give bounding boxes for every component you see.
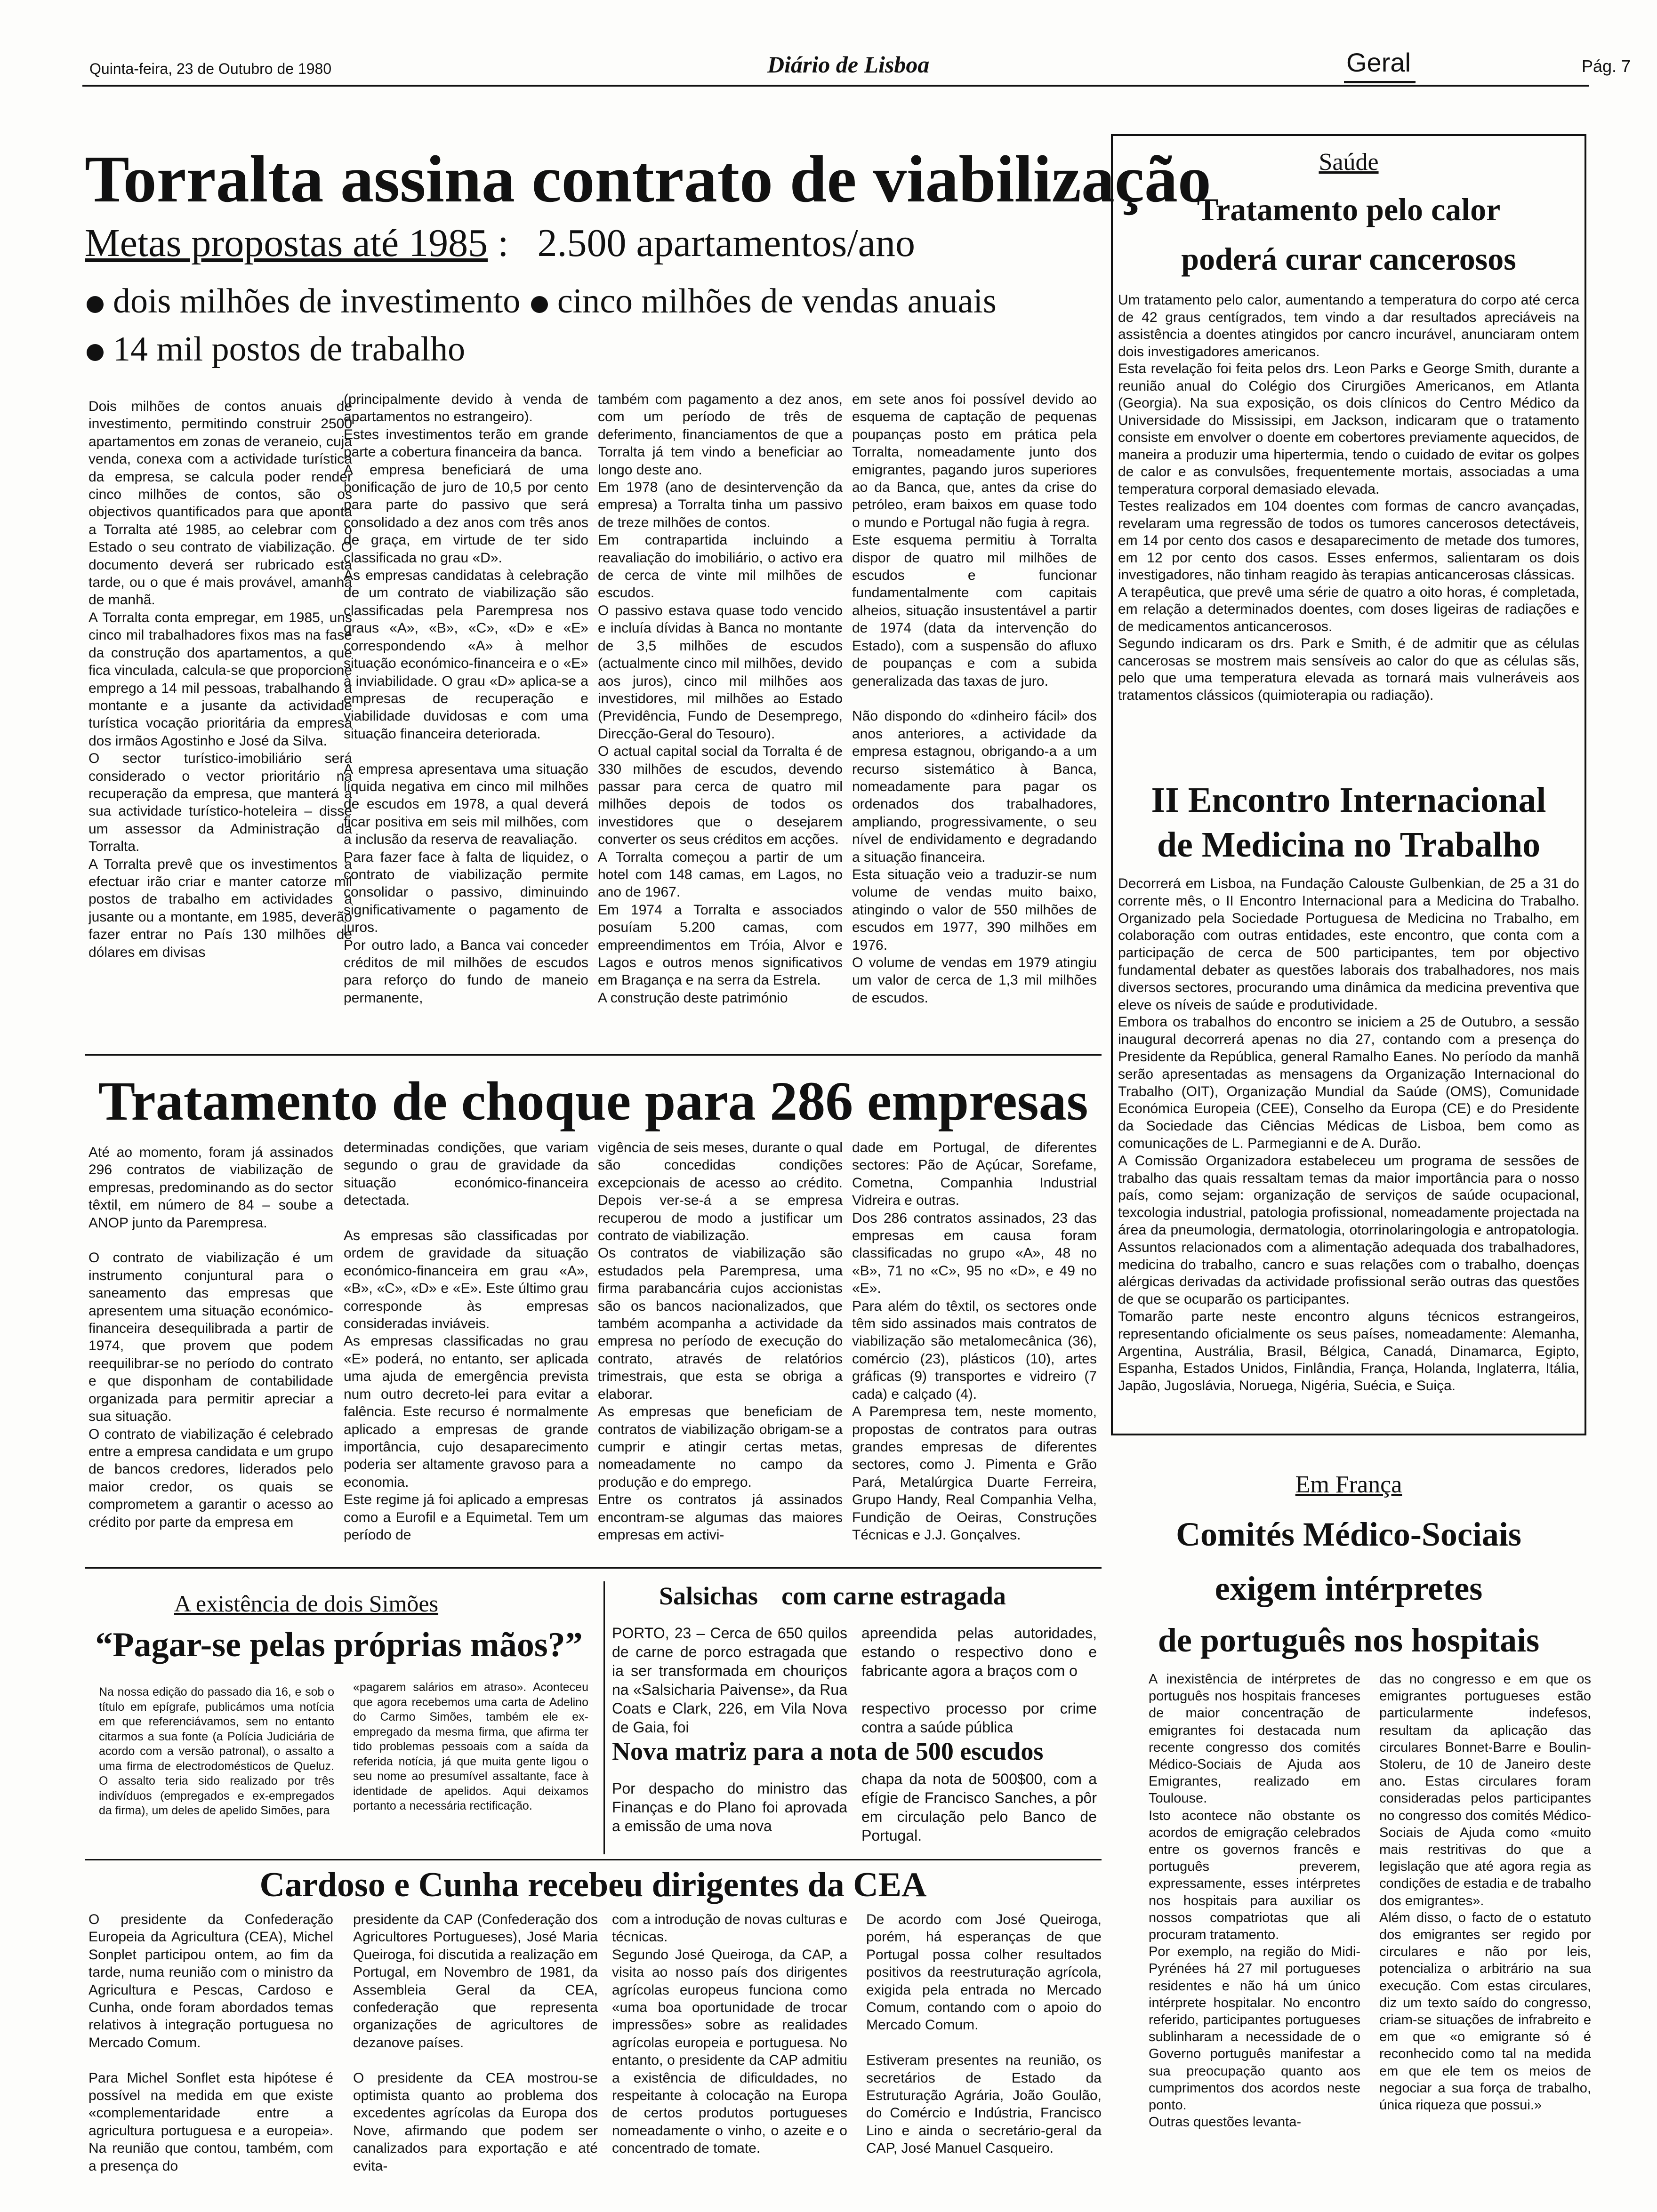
masthead: Diário de Lisboa (767, 51, 930, 78)
matriz-col1: Por despacho do ministro das Finanças e do Plano foi aprovada a emissão de uma nova (612, 1780, 847, 1835)
section-underline (1344, 81, 1416, 83)
simoes-col1: Na nossa edição do passado dia 16, e sob o título em epígrafe, publicámos uma notícia em que referenciávamos, sem no entanto citarmos a sua fonte (a Polícia Judiciária de acordo com a versão patronal), o assalto a uma firma de electrodomésticos de Queluz. O assalto teria sido realizado por três indivíduos (empregados e ex-empregados da firma), um deles de apelido Simões, para (99, 1685, 334, 1817)
metas-colon: : (498, 221, 509, 265)
salsichas-headline-a: Salsichas (659, 1582, 758, 1610)
page-number: Pág. 7 (1582, 56, 1631, 76)
bullet-dot-icon (87, 344, 104, 361)
torralta-col3: também com pagamento a dez anos, com um período de três de deferimento, financiamentos de que a Torralta já tem vindo a beneficiar ao longo deste ano. Em 1978 (ano de desintervenção da empresa) a Torralta tinha um passivo de treze milhões de contos. Em contrapartida incluindo a reavaliação do imobiliário, o activo era de cerca de vinte mil milhões de escudos. O passivo estava quase todo vencido e incluía dívidas à Banca no montante de 3,5 milhões de escudos (actualmente cinco mil milhões, devido aos juros), cinco mil milhões aos investidores, mil milhões ao Estado (Previdência, Fundo de Desemprego, Direcção-Geral do Tesouro). O actual capital social da Torralta é de 330 milhões de escudos, devendo passar para cerca de quatro mil milhões depois de todos os investidores que o desejarem converter os seus créditos em acções. A Torralta começou a partir de um hotel com 148 camas, em Lagos, no ano de 1967. Em 1974 a Torralta e associados posuíam 5.200 camas, com empreendimentos em Tróia, Alvor e Lagos e outros menos significativos em Bragança e na serra da Estrela. A construção deste património (598, 392, 843, 1006)
matriz-col2: chapa da nota de 500$00, com a efígie de Francisco Sanches, a pôr em circulação pelo Banco de Portugal. (861, 1771, 1097, 1844)
torralta-bottom-rule (85, 1054, 1102, 1056)
metas-label: Metas propostas até 1985 (85, 221, 488, 265)
bullet-dot-icon (87, 296, 104, 313)
saude-headline-line1: Tratamento pelo calor (1197, 192, 1501, 227)
choque-bottom-rule (85, 1567, 1102, 1569)
torralta-bullets-row1 (85, 281, 997, 321)
encontro-headline-line2: de Medicina no Trabalho (1157, 825, 1541, 865)
encontro-body: Decorrerá em Lisboa, na Fundação Calouste Gulbenkian, de 25 a 31 do corrente mês, o II Encontro Internacional para a Medicina do Trabalho. Organizado pela Sociedade Portuguesa de Medicina no Trabalho, em colaboração com outras entidades, este encontro, que conta com a participação de cerca de 500 participantes, tem por objectivo fundamental debater as questões laborais dos trabalhadores, nos mais diversos sectores, procurando uma dinâmica da medicina preventiva que eleve os níveis de saúde e produtividade. Embora os trabalhos do encontro se iniciem a 25 de Outubro, a sessão inaugural decorrerá apenas no dia 27, contando com a presença do Presidente da República, general Ramalho Eanes. No período da manhã serão apresentadas as mensagens da Organização Internacional do Trabalho (OIT), Organização Mundial da Saúde (OMS), Comunidade Económica Europeia (CEE), Conselho da Europa (CE) e do Presidente da Sociedade das Ciências Médicas de Lisboa, bem como as comunicações de L. Parmegianni e de A. Durão. A Comissão Organizadora estabeleceu um programa de sessões de trabalho das quais ressaltam temas da maior importância para o nosso país, como sejam: organização de serviços de saúde ocupacional, texcologia industrial, patologia profissional, nomeadamente projectada na área da pneumologia, dermatologia, otorrinolaringologia e antropatologia. Assuntos relacionados com a alimentação adequada dos trabalhadores, medicina do trabalho, cancro e suas relações com o trabalho, doenças alérgicas derivadas da actividade profissional serão outras das questões de que se ocuparão os participantes. Tomarão parte neste encontro alguns técnicos estrangeiros, representando oficialmente os seus países, nomeadamente: Alemanha, Argentina, Austrália, Brasil, Bélgica, Canadá, Dinamarca, Egipto, Espanha, Estados Unidos, Finlândia, França, Holanda, Inglaterra, Itália, Japão, Jugoslávia, Noruega, Nigéria, Suécia, e Suiça. (1118, 876, 1579, 1394)
matriz-headline: Nova matriz para a nota de 500 escudos (612, 1737, 1044, 1765)
bullet-vendas: cinco milhões de vendas anuais (557, 282, 997, 321)
salsichas-col1: PORTO, 23 – Cerca de 650 quilos de carne de porco estragada que ia ser transformada em chouriços na «Salsicharia Paivense», da Rua Coats e Clark, 226, em Vila Nova de Gaia, foi (612, 1625, 847, 1736)
torralta-col2: (principalmente devido à venda de apartamentos no estrangeiro). Estes investimentos terão em grande parte a cobertura financeira da banca. A empresa beneficiará de uma bonificação de juro de 10,5 por cento para parte do passivo que será consolidado a dez anos com três anos de graça, em virtude de ter sido classificada no grau «D». As empresas candidatas à celebração de um contrato de viabilização são classificadas pela Parempresa nos graus «A», «B», «C», «D» e «E» correspondendo «A» à melhor situação económico-financeira e o «E» à inviabilidade. O grau «D» aplica-se a empresas de recuperação e viabilidade duvidosas e com uma situação financeira deteriorada. A empresa apresentava uma situação líquida negativa em cinco mil milhões de escudos em 1978, a qual deverá ficar positiva em seis mil milhões, com a inclusão da reserva de reavaliação. Para fazer face à falta de liquidez, o contrato de viabilização permite consolidar o passivo, diminuindo significativamente o pagamento de juros. Por outro lado, a Banca vai conceder créditos de mil milhões de escudos para reforço do fundo de maneio permanente, (344, 392, 588, 1006)
saude-headline-line2: poderá curar cancerosos (1181, 241, 1516, 277)
cea-col4: De acordo com José Queiroga, porém, há esperanças de que Portugal possa colher resultados positivos da reestruturação agrícola, exigida pela entrada no Mercado Comum, contando com o apoio do Mercado Comum. Estiveram presentes na reunião, os secretários de Estado da Estruturação Agrária, João Goulão, do Comércio e Indústria, Francisco Lino e ainda o secretário-geral da CAP, José Manuel Casqueiro. (866, 1912, 1102, 2156)
cea-col3: com a introdução de novas culturas e técnicas. Segundo José Queiroga, da CAP, a visita ao nosso país dos dirigentes agrícolas europeus funciona como «uma boa oportunidade de trocar impressões» sobre as realidades agrícolas europeia e portuguesa. No entanto, o presidente da CAP admitiu a existência de dificuldades, no respeitante à colocação na Europa de certos produtos portugueses nomeadamente o vinho, o azeite e o concentrado de tomate. (612, 1912, 847, 2156)
section-name: Geral (1346, 48, 1411, 77)
saude-body: Um tratamento pelo calor, aumentando a temperatura do corpo até cerca de 42 graus centígrados, tem vindo a dar resultados apreciáveis na assistência a doentes atingidos por cancro incurável, anunciaram ontem dois investigadores americanos. Esta revelação foi feita pelos drs. Leon Parks e George Smith, durante a reunião anual do Colégio dos Cirurgiões Americanos, em Atlanta (Georgia). Na sua exposição, os dois clínicos do Centro Médico da Universidade do Mississipi, em Jackson, indicaram que o tratamento consiste em envolver o doente em cobertores previamente aquecidos, de maneira a produzir uma hipertermia, tendo o cuidado de evitar os golpes de calor e as convulsões, frequentemente mortais, associadas a uma temperatura corporal demasiado elevada. Testes realizados em 104 doentes com formas de cancro avançadas, revelaram uma regressão de todos os tumores cancerosos detectáveis, em 14 por cento dos casos e desaparecimento de metade dos tumores, em 12 por cento dos casos. Esses enfermos, salientaram os dois investigadores, não tinham reagido às terapias anticancerosas clássicas. A terapêutica, que prevê uma série de quatro a oito horas, é completada, em relação a determinados doentes, com doses ligeiras de radiações e de medicamentos anticancerosos. Segundo indicaram os drs. Park e Smith, é de admitir que as células cancerosas se mostrem mais sensíveis ao calor do que as células sãs, pelo que uma temperatura elevada as tornará mais vulneráveis aos tratamentos clássicos (quimioterapia ou radiação). (1118, 292, 1579, 703)
bullet-postos: 14 mil postos de trabalho (113, 330, 466, 369)
simoes-col2: «pagarem salários em atraso». Aconteceu que agora recebemos uma carta de Adelino do Carmo Simões, também ele ex-empregado da mesma firma, que afirma ter tido problemas pessoais com a saída da referida notícia, já que muita gente ligou o seu nome ao presumível assaltante, face à identidade de apelidos. Aqui deixamos portanto a necessária rectificação. (353, 1681, 588, 1812)
simoes-kicker: A existência de dois Simões (174, 1590, 439, 1617)
metas-value: 2.500 apartamentos/ano (537, 221, 915, 265)
franca-kicker: Em França (1295, 1471, 1402, 1498)
torralta-col4: em sete anos foi possível devido ao esquema de captação de pequenas poupanças posto em prática pela Torralta, nomeadamente junto dos emigrantes, pagando juros superiores ao da Banca, que, antes da crise do petróleo, eram baixos em quase todo o mundo e Portugal não fugia à regra. Este esquema permitiu à Torralta dispor de quatro mil milhões de escudos e funcionar fundamentalmente com capitais alheios, situação insustentável a partir de 1974 (data da intervenção do Estado), com a suspensão do afluxo de poupanças e com a subida generalizada das taxas de juro. Não dispondo do «dinheiro fácil» dos anos anteriores, a actividade da empresa estagnou, obrigando-a a um recurso sistemático à Banca, nomeadamente para pagar os ordenados dos trabalhadores, ampliando, progressivamente, o seu nível de endividamento e degradando a situação financeira. Esta situação veio a traduzir-se num volume de vendas muito baixo, atingindo o valor de 550 milhões de escudos em 1977, 390 milhões em 1976. O volume de vendas em 1979 atingiu um valor de cerca de 1,3 mil milhões de escudos. (852, 392, 1097, 1006)
franca-col1: A inexistência de intérpretes de português nos hospitais franceses de maior concentração de emigrantes foi destacada num recente congresso dos comités Médico-Sociais de Ajuda aos Emigrantes, realizado em Toulouse. Isto acontece não obstante os acordos de emigração celebrados entre os governos francês e português preverem, expressamente, esses intérpretes nos hospitais para auxiliar os nossos compatriotas que ali procuram tratamento. Por exemplo, na região do Midi-Pyrénées há 27 mil portugueses residentes e não há um único intérprete hospitalar. No encontro referido, participantes portugueses sublinharam a necessidade de o Governo português manifestar a sua preocupação quanto aos cumprimentos dos acordos neste ponto. Outras questões levanta- (1149, 1672, 1360, 2130)
torralta-headline: Torralta assina contrato de viabilização (85, 142, 1211, 216)
salsichas-headline (659, 1581, 1006, 1611)
franca-headline-line3: de português nos hospitais (1158, 1621, 1540, 1659)
franca-col2: das no congresso e em que os emigrantes portugueses estão particularmente indefesos, resultam da aplicação das circulares Bonnet-Barre e Boulin-Stoleru, de 10 de Janeiro deste ano. Estas circulares foram consideradas pelos participantes no congresso dos comités Médico-Sociais de Ajuda como «muito mais restritivas do que a legislação que até agora regia as condições de estadia e de trabalho dos emigrantes». Além disso, o facto de o estatuto dos emigrantes ser regido por circulares e não por leis, potencializa o arbitrário na sua execução. Com estas circulares, diz um texto saído do congresso, criam-se situações de infrabreito e em que «o emigrante só é reconhecido como tal na medida em que ele tem os meios de negociar a sua força de trabalho, única riqueza que possui.» (1379, 1672, 1591, 2113)
header-rule (82, 85, 1589, 87)
saude-kicker: Saúde (1319, 149, 1379, 176)
header-date: Quinta-feira, 23 de Outubro de 1980 (89, 60, 332, 77)
cea-col2: presidente da CAP (Confederação dos Agricultores Portugueses), José Maria Queiroga, foi discutida a realização em Portugal, em Novembro de 1981, da Assembleia Geral da CEA, confederação que representa organizações de agricultores de dezanove países. O presidente da CEA mostrou-se optimista quanto ao problema dos excedentes agrícolas da Europa dos Nove, afirmando que podem ser canalizados para exportação e até evita- (353, 1912, 598, 2174)
cea-top-rule (85, 1859, 1102, 1860)
simoes-salsichas-divider (603, 1581, 605, 1854)
franca-headline-line2: exigem intérpretes (1215, 1570, 1483, 1607)
simoes-headline: “Pagar-se pelas próprias mãos?” (95, 1626, 583, 1664)
bullet-investimento: dois milhões de investimento (113, 282, 521, 321)
bullet-dot-icon (531, 296, 548, 313)
cea-col1: O presidente da Confederação Europeia da Agricultura (CEA), Michel Sonplet participou ontem, ao fim da tarde, numa reunião com o ministro da Agricultura e Pescas, Cardoso e Cunha, onde foram abordados temas relativos à integração portuguesa no Mercado Comum. Para Michel Sonflet esta hipótese é possível na medida em que existe «complementaridade entre a agricultura portuguesa e a europeia». Na reunião que contou, também, com a presença do (88, 1912, 333, 2174)
torralta-col1: Dois milhões de contos anuais de investimento, permitindo construir 2500 apartamentos em zonas de veraneio, cuja venda, conexa com a actividade turística da empresa, se calcula poder render cinco milhões de contos, são os objectivos quantificados para que aponta a Torralta até 1985, ao celebrar com o Estado o seu contrato de viabilização. O documento deverá ser rubricado esta tarde, ou o que é mais provável, amanhã de manhã. A Torralta conta empregar, em 1985, uns cinco mil trabalhadores fixos mas na fase da construção dos apartamentos, a que fica vinculada, calcula-se que proporcione emprego a 14 mil pessoas, trabalhando a montante e a jusante da actividade turística vocação prioritária da empresa dos irmãos Agostinho e José da Silva. O sector turístico-imobiliário será considerado o vector prioritário na recuperação da empresa, que manterá a sua actividade turístico-hoteleira – disse um assessor da Administração da Torralta. A Torralta prevê que os investimentos a efectuar irão criar e manter catorze mil postos de trabalho em actividades a jusante ou a montante, em 1985, deverão fazer entrar no País 130 milhões de dólares em divisas (88, 399, 352, 960)
salsichas-col2: apreendida pelas autoridades, estando o respectivo dono e fabricante agora a braços com o respectivo processo por crime contra a saúde pública (861, 1625, 1097, 1736)
choque-col3: vigência de seis meses, durante o qual são concedidas condições excepcionais de acesso ao crédito. Depois ver-se-á a se empresa recuperou de modo a justificar um contrato de viabilização. Os contratos de viabilização são estudados pela Parempresa, uma firma parabancária cujos accionistas são os bancos nacionalizados, que também acompanha a actividade da empresa no período de execução do contrato, através de relatórios trimestrais, que esta se obriga a elaborar. As empresas que beneficiam de contratos de viabilização obrigam-se a cumprir e atingir certas metas, nomeadamente no campo da produção e do emprego. Entre os contratos já assinados encontram-se algumas das maiores empresas em activi- (598, 1140, 843, 1543)
encontro-headline-line1: II Encontro Internacional (1151, 780, 1546, 820)
choque-col2: determinadas condições, que variam segundo o grau de gravidade da situação económico-financeira detectada. As empresas são classificadas por ordem de gravidade da situação económico-financeira em grau «A», «B», «C», «D» e «E». Este último grau corresponde às empresas consideradas inviáveis. As empresas classificadas no grau «E» poderá, no entanto, ser aplicada uma ajuda de emergência prevista num outro decreto-lei para evitar a falência. Este recurso é normalmente aplicado a empresas de grande importância, cujo desaparecimento poderia ser altamente gravoso para a economia. Este regime já foi aplicado a empresas como a Eurofil e a Equimetal. Tem um período de (344, 1140, 588, 1543)
choque-col1: Até ao momento, foram já assinados 296 contratos de viabilização de empresas, predominando as do sector têxtil, em número de 84 – soube a ANOP junto da Parempresa. O contrato de viabilização é um instrumento conjuntural para o saneamento das empresas que apresentem uma situação económico-financeira desequilibrada a partir de 1974, que provem que podem reequilibrar-se no período do contrato e que disponham de contabilidade organizada para permitir apreciar a sua situação. O contrato de viabilização é celebrado entre a empresa candidata e um grupo de bancos credores, liderados pelo maior credor, os quais se comprometem a garantir o acesso ao crédito por parte da empresa em (88, 1145, 333, 1530)
torralta-bullets-row2 (85, 329, 465, 369)
franca-headline-line1: Comités Médico-Sociais (1176, 1515, 1521, 1553)
choque-headline: Tratamento de choque para 286 empresas (98, 1070, 1088, 1132)
torralta-metas (85, 220, 915, 266)
salsichas-headline-b: com carne estragada (781, 1582, 1006, 1610)
choque-col4: dade em Portugal, de diferentes sectores: Pão de Açúcar, Sorefame, Cometna, Companhia Industrial Vidreira e outras. Dos 286 contratos assinados, 23 das empresas em causa foram classificadas no grupo «A», 48 no «B», 71 no «C», 95 no «D», e 49 no «E». Para além do têxtil, os sectores onde têm sido assinados mais contratos de viabilização são metalomecânica (36), comércio (23), plásticos (10), artes gráficas (9) transportes e vidreiro (7 cada) e calçado (4). A Parempresa tem, neste momento, propostas de contratos para outras grandes empresas de diferentes sectores, como J. Pimenta e Grão Pará, Metalúrgica Duarte Ferreira, Grupo Handy, Real Companhia Velha, Fundição de Oeiras, Construções Técnicas e J.J. Gonçalves. (852, 1140, 1097, 1543)
cea-headline: Cardoso e Cunha recebeu dirigentes da CEA (259, 1866, 927, 1904)
